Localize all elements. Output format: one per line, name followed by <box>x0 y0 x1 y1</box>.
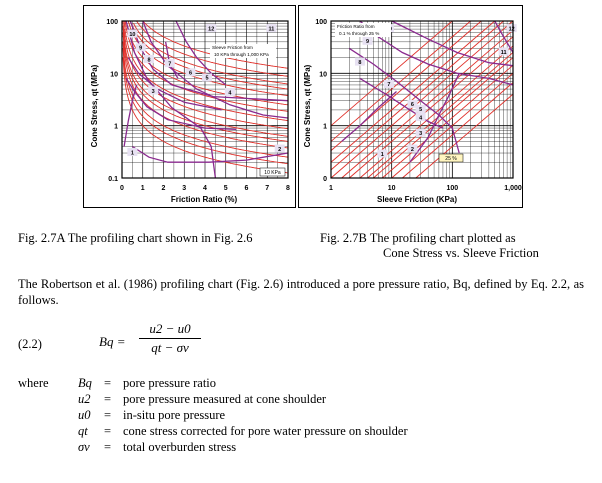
chart-a-ytick: 0.1 <box>108 176 118 183</box>
chart-b-ylabel: Cone Stress, qt (MPa) <box>303 64 312 148</box>
chart-a-xtick: 2 <box>161 185 166 192</box>
chart-b-zone-label: 12 <box>508 26 515 33</box>
body-paragraph: The Robertson et al. (1986) profiling chart (Fig. 2.6) introduced a pore pressure ratio, Bq, defined by Eq. 2.2, as follows. <box>18 277 584 307</box>
chart-a-plot <box>106 19 290 192</box>
chart-b-zone-label: 8 <box>358 59 362 66</box>
chart-b-ytick: 10 <box>319 71 327 79</box>
chart-a-ytick: 10 <box>110 71 118 79</box>
chart-b-ratio-line <box>349 37 513 178</box>
definition-row <box>78 376 498 392</box>
chart-a-ytick: 1 <box>114 123 118 131</box>
chart-b-zone-label: 5 <box>419 107 423 114</box>
chart-a-xtick: 1 <box>140 185 145 192</box>
definition-list <box>78 376 498 456</box>
chart-a-zone-label: 5 <box>205 75 209 82</box>
chart-a-xlabel: Friction Ratio (%) <box>170 195 238 204</box>
caption-fig-2-7b-line1: Fig. 2.7B The profiling chart plotted as <box>320 231 516 245</box>
definition-equals: = <box>104 376 112 390</box>
definition-symbol: qt <box>78 424 88 438</box>
chart-b-xtick: 10 <box>387 185 396 192</box>
definition-equals: = <box>104 408 112 422</box>
chart-a-note: Sleeve Friction from <box>212 45 253 50</box>
chart-a-friction-curve <box>123 26 288 141</box>
chart-a-zone-label: 12 <box>208 26 215 33</box>
caption-fig-2-7a: Fig. 2.7A The profiling chart shown in Fig. 2.6 <box>18 231 253 245</box>
chart-b-zone-label: 7 <box>387 82 391 89</box>
chart-a-zone-label: 8 <box>147 57 151 64</box>
definition-symbol: u2 <box>78 392 91 406</box>
definition-text: pore pressure measured at cone shoulder <box>123 392 327 406</box>
chart-a-ylabel: Cone Stress, qt (MPa) <box>90 64 99 148</box>
chart-panel-b <box>298 5 523 208</box>
definition-equals: = <box>104 392 112 406</box>
chart-a-zone-label: 11 <box>268 26 275 33</box>
chart-a-zone-label: 9 <box>139 45 143 52</box>
definition-equals: = <box>104 424 112 438</box>
chart-a-zone-label: 4 <box>228 90 232 97</box>
chart-b-xtick: 100 <box>446 185 459 192</box>
chart-a-zone-label: 3 <box>151 88 155 95</box>
chart-a-zone-label: 6 <box>188 70 193 77</box>
chart-b-zone-label: 4 <box>419 115 423 122</box>
chart-b-ytick: 100 <box>315 19 327 26</box>
where-label: where <box>18 376 49 390</box>
equation-fraction <box>139 321 201 356</box>
definition-symbol: σv <box>78 440 90 454</box>
chart-a-xtick: 8 <box>286 185 290 192</box>
equation-numerator: u2 − u0 <box>139 321 201 339</box>
chart-a-xtick: 7 <box>265 185 270 192</box>
chart-a-box-label: 10 KPa <box>264 170 281 176</box>
chart-b-zone-label: 9 <box>365 39 370 46</box>
chart-b-plot <box>315 19 522 192</box>
chart-b-xtick: 1,000 <box>504 185 522 192</box>
chart-b-xlabel: Sleeve Friction (KPa) <box>376 195 458 204</box>
chart-a-friction-curve <box>125 21 288 111</box>
chart-b-box-label: 25 % <box>445 156 457 162</box>
chart-b-zone-label: 1 <box>380 151 384 158</box>
chart-b-xtick: 1 <box>329 185 333 192</box>
definition-symbol: Bq <box>78 376 92 390</box>
definition-row <box>78 408 498 424</box>
chart-a-zone-label: 7 <box>168 61 172 68</box>
definition-equals: = <box>104 440 112 454</box>
definition-text: total overburden stress <box>123 440 237 454</box>
chart-b-zone-label: 11 <box>500 49 507 56</box>
definition-row <box>78 392 498 408</box>
chart-a-zone-boundary <box>128 58 221 110</box>
chart-b-svg <box>299 6 522 207</box>
chart-b-ratio-line <box>331 21 495 162</box>
chart-a-xtick: 3 <box>182 185 187 192</box>
definition-symbol: u0 <box>78 408 91 422</box>
chart-b-note: 0.1 % through 25 % <box>339 31 380 36</box>
chart-a-xtick: 0 <box>120 185 124 192</box>
definition-text: pore pressure ratio <box>123 376 217 390</box>
chart-b-ytick: 0 <box>323 176 327 183</box>
chart-b-ratio-line <box>360 46 513 178</box>
chart-a-svg <box>84 6 295 207</box>
equation-label: (2.2) <box>18 337 42 351</box>
chart-b-ytick: 1 <box>323 123 327 131</box>
chart-a-zone-label: 10 <box>129 31 136 38</box>
chart-a-note: 10 KPa through 1,000 KPa <box>214 52 269 57</box>
caption-fig-2-7b-line2: Cone Stress vs. Sleeve Friction <box>383 246 539 260</box>
chart-a-xtick: 5 <box>223 185 228 192</box>
definition-row <box>78 424 498 440</box>
definition-row <box>78 440 498 456</box>
chart-a-ytick: 100 <box>106 19 118 26</box>
chart-b-ratio-line <box>331 21 513 178</box>
equation-lhs: Bq = <box>99 334 126 349</box>
chart-a-xtick: 6 <box>244 185 249 192</box>
chart-a-zone-label: 1 <box>130 150 134 157</box>
chart-b-note: Friction Ratio from <box>337 24 375 29</box>
chart-b-zone-label: 2 <box>410 146 414 153</box>
chart-b-zone-label: 3 <box>419 131 423 138</box>
definition-text: cone stress corrected for pore water pressure on shoulder <box>123 424 408 438</box>
chart-panel-a <box>83 5 296 208</box>
equation-denominator: qt − σv <box>151 340 189 355</box>
chart-a-zone-label: 2 <box>278 146 282 153</box>
chart-a-xtick: 4 <box>203 185 207 192</box>
definition-text: in-situ pore pressure <box>123 408 226 422</box>
chart-b-zone-label: 6 <box>410 102 414 109</box>
caption-fig-2-7b <box>320 231 539 261</box>
